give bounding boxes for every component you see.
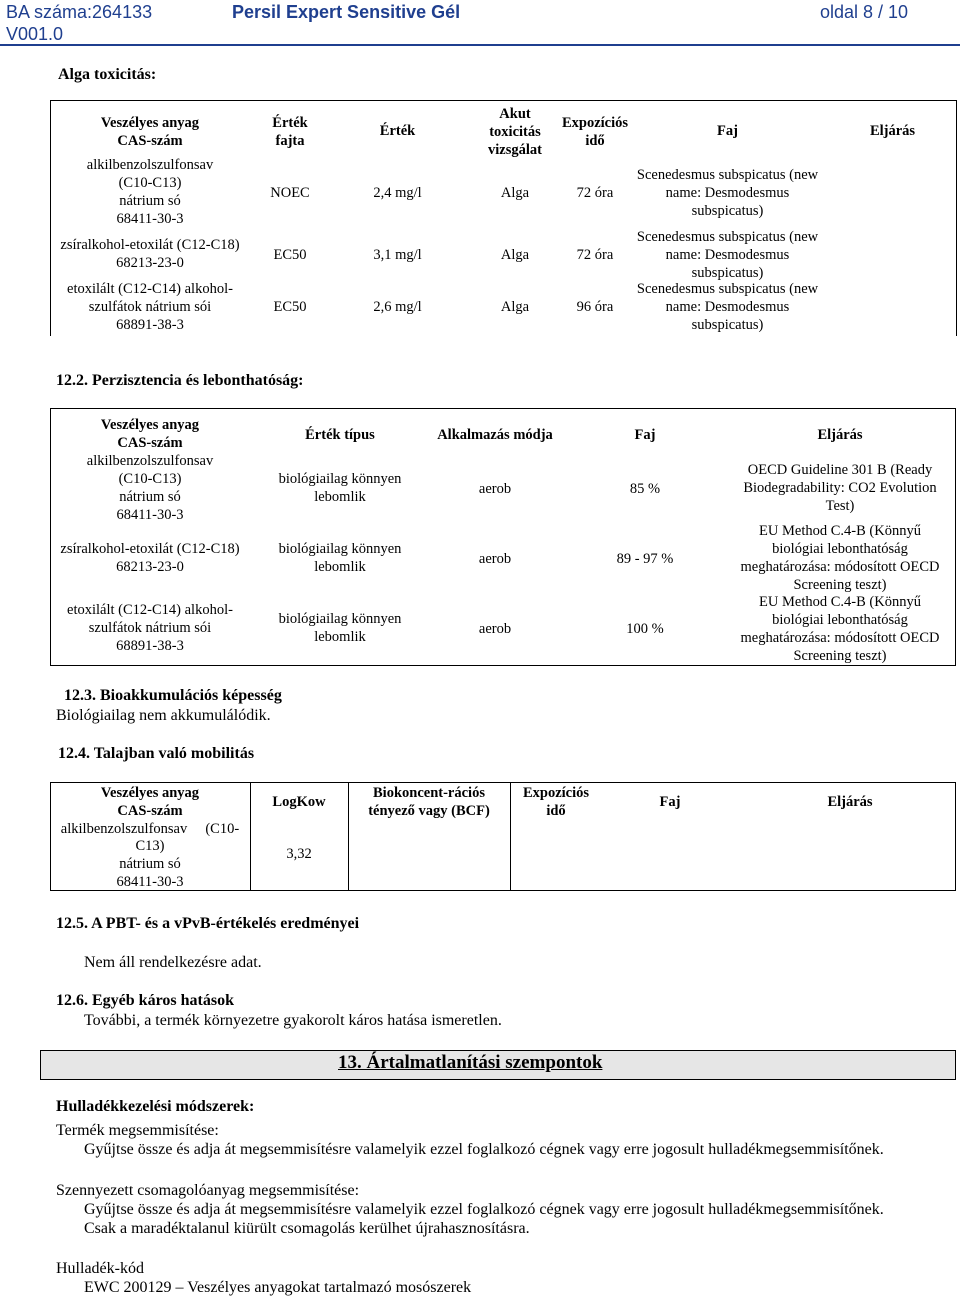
- persistence-row3-mode: aerob: [478, 621, 512, 637]
- persistence-row3-substance: etoxilált (C12-C14) alkohol- szulfátok nátrium sói 68891-38-3: [67, 602, 233, 654]
- persistence-header-substance: Veszélyes anyag CAS-szám: [100, 417, 200, 451]
- alga-header-substance: Veszélyes anyag CAS-szám: [100, 115, 200, 149]
- persistence-row3-pct: 100 %: [626, 621, 664, 637]
- persistence-header-species: Faj: [634, 427, 656, 443]
- mobility-header-exposure-time: Expozíciós idő: [522, 785, 590, 819]
- alga-row1-test: Alga: [500, 185, 530, 201]
- persistence-header-value-type: Érték típus: [305, 427, 375, 443]
- bioaccumulation-title: 12.3. Bioakkumulációs képesség: [64, 687, 282, 704]
- mobility-substance-line1: alkilbenzolszulfonsav (C10-: [60, 821, 240, 837]
- alga-row1-species: Scenedesmus subspicatus (new name: Desmodesmus subspicatus): [636, 167, 819, 219]
- alga-row2-time: 72 óra: [576, 247, 614, 263]
- alga-header-acute-test: Akut toxicitás vizsgálat: [488, 106, 542, 158]
- alga-row3-substance: etoxilált (C12-C14) alkohol- szulfátok nátrium sói 68891-38-3: [67, 281, 233, 333]
- product-disposal-text: Gyűjtse össze és adja át megsemmisítésre valamelyik ezzel foglalkozó cégnek vagy erre jogosult hulladékmegsemmisítőnek.: [84, 1141, 884, 1158]
- header-rule: [0, 44, 960, 46]
- mobility-header-method: Eljárás: [827, 794, 873, 810]
- persistence-row1-pct: 85 %: [629, 481, 661, 497]
- persistence-row2-substance: zsíralkohol-etoxilát (C12-C18) 68213-23-0: [60, 541, 240, 575]
- mobility-header-logkow: LogKow: [272, 794, 326, 810]
- header-page-number: oldal 8 / 10: [820, 2, 909, 22]
- persistence-row2-method: EU Method C.4-B (Könnyű biológiai lebonthatóság meghatározása: módosított OECD Screening teszt): [740, 523, 940, 593]
- persistence-row1-substance: alkilbenzolszulfonsav (C10-C13) nátrium só 68411-30-3: [86, 453, 214, 523]
- alga-table-right-rule: [956, 100, 957, 336]
- persistence-row1-mode: aerob: [478, 481, 512, 497]
- packaging-disposal-text1: Gyűjtse össze és adja át megsemmisítésre valamelyik ezzel foglalkozó cégnek vagy erre jogosult hulladékmegsemmisítőnek.: [84, 1201, 884, 1218]
- persistence-header-application: Alkalmazás módja: [437, 427, 553, 443]
- packaging-disposal-text2: Csak a maradéktalanul kiürült csomagolás kerülhet újrahasznosításra.: [84, 1220, 530, 1237]
- other-effects-title: 12.6. Egyéb káros hatások: [56, 992, 234, 1009]
- alga-header-species: Faj: [717, 123, 738, 139]
- waste-code-value: EWC 200129 – Veszélyes anyagokat tartalmazó mosószerek: [84, 1279, 472, 1296]
- waste-code-label: Hulladék-kód: [56, 1260, 144, 1277]
- bioaccumulation-text: Biológiailag nem akkumulálódik.: [56, 707, 271, 724]
- alga-header-method: Eljárás: [869, 123, 916, 139]
- mobility-title: 12.4. Talajban való mobilitás: [58, 745, 255, 762]
- alga-row2-value: 3,1 mg/l: [373, 247, 422, 263]
- persistence-row1-method: OECD Guideline 301 B (Ready Biodegradability: CO2 Evolution Test): [743, 462, 937, 514]
- alga-row3-species: Scenedesmus subspicatus (new name: Desmodesmus subspicatus): [636, 281, 819, 333]
- mobility-divider-2: [348, 783, 349, 890]
- alga-row3-type: EC50: [273, 299, 307, 315]
- persistence-header-method: Eljárás: [817, 427, 863, 443]
- mobility-header-species: Faj: [659, 794, 681, 810]
- alga-row2-type: EC50: [273, 247, 307, 263]
- mobility-logkow-value: 3,32: [286, 846, 312, 862]
- alga-title: Alga toxicitás:: [58, 66, 157, 83]
- pbt-title: 12.5. A PBT- és a vPvB-értékelés eredményei: [56, 915, 360, 932]
- alga-row3-value: 2,6 mg/l: [373, 299, 422, 315]
- packaging-disposal-label: Szennyezett csomagolóanyag megsemmisítése:: [56, 1182, 360, 1199]
- other-effects-text: További, a termék környezetre gyakorolt káros hatása ismeretlen.: [84, 1012, 502, 1029]
- alga-header-value-type: Érték fajta: [272, 115, 308, 149]
- persistence-row2-type: biológiailag könnyen lebomlik: [278, 541, 402, 575]
- alga-row2-species: Scenedesmus subspicatus (new name: Desmodesmus subspicatus): [636, 229, 819, 281]
- section13-title: 13. Ártalmatlanítási szempontok: [338, 1052, 603, 1073]
- alga-row1-value: 2,4 mg/l: [373, 185, 422, 201]
- mobility-header-substance: Veszélyes anyag CAS-szám: [100, 785, 200, 819]
- pbt-text: Nem áll rendelkezésre adat.: [84, 954, 262, 971]
- alga-row3-test: Alga: [500, 299, 530, 315]
- header-product-name: Persil Expert Sensitive Gél: [232, 2, 461, 22]
- alga-row1-time: 72 óra: [576, 185, 614, 201]
- alga-row1-substance: alkilbenzolszulfonsav (C10-C13) nátrium só 68411-30-3: [86, 157, 214, 227]
- alga-row1-type: NOEC: [270, 185, 310, 201]
- alga-row2-substance: zsíralkohol-etoxilát (C12-C18) 68213-23-0: [60, 237, 240, 271]
- persistence-row2-mode: aerob: [478, 551, 512, 567]
- persistence-row3-method: EU Method C.4-B (Könnyű biológiai lebonthatóság meghatározása: módosított OECD Screening teszt): [740, 594, 940, 664]
- alga-row3-time: 96 óra: [576, 299, 614, 315]
- header-version: V001.0: [6, 24, 64, 44]
- alga-header-exposure-time: Expozíciós idő: [561, 115, 629, 149]
- persistence-row1-type: biológiailag könnyen lebomlik: [278, 471, 402, 505]
- product-disposal-label: Termék megsemmisítése:: [56, 1122, 219, 1139]
- alga-header-value: Érték: [379, 123, 416, 139]
- persistence-row2-pct: 89 - 97 %: [616, 551, 674, 567]
- persistence-title: 12.2. Perzisztencia és lebonthatóság:: [56, 372, 304, 389]
- waste-methods-label: Hulladékkezelési módszerek:: [56, 1098, 255, 1115]
- persistence-row3-type: biológiailag könnyen lebomlik: [278, 611, 402, 645]
- header-doc-id: BA száma:264133: [6, 2, 153, 22]
- alga-table-top-rule: [50, 100, 957, 101]
- alga-row2-test: Alga: [500, 247, 530, 263]
- mobility-substance-rest: C13) nátrium só 68411-30-3: [116, 838, 184, 890]
- mobility-header-bcf: Biokoncent-rációs tényező vagy (BCF): [368, 785, 490, 819]
